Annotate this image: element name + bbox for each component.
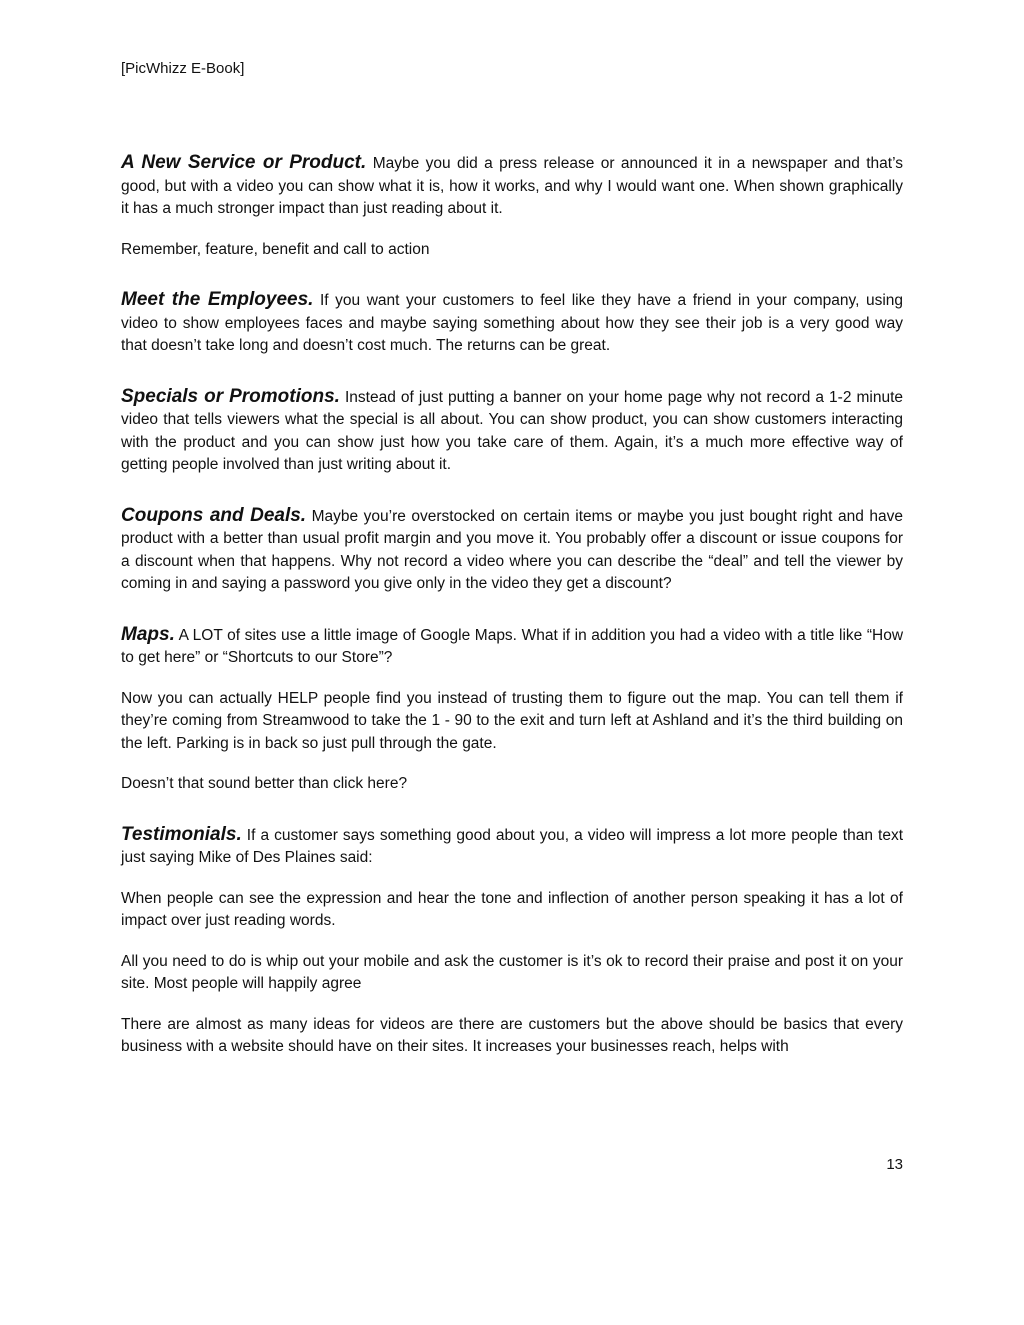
section-heading: Testimonials. <box>121 823 242 845</box>
section-heading: A New Service or Product. <box>121 152 367 173</box>
page-header: [PicWhizz E-Book] <box>121 60 245 77</box>
section-heading: Specials or Promotions. <box>121 385 340 407</box>
paragraph-remember: Remember, feature, benefit and call to action <box>121 240 430 258</box>
section-text: If you want your customers to feel like they have a friend in your company, using video to show employees faces and maybe saying something about how they see their job is a very good way that doesn’t take long and doesn’t cost much. The returns can be great. <box>121 292 903 354</box>
section-specials <box>121 386 903 477</box>
page-body <box>121 152 903 1059</box>
section-heading: Coupons and Deals. <box>121 504 307 526</box>
section-new-service <box>121 152 903 221</box>
section-heading: Maps. <box>121 623 175 645</box>
paragraph-maps-question: Doesn’t that sound better than click here? <box>121 775 408 792</box>
section-text: Instead of just putting a banner on your home page why not record a 1-2 minute video that tells viewers what the special is all about. You can show product, you can show customers interacting with the product and you can show just how you take care of them. Again, it’s a much more effective way of getting people involved than just writing about it. <box>121 388 903 473</box>
section-testimonials <box>121 824 903 870</box>
section-text: If a customer says something good about you, a video will impress a lot more people than text just saying Mike of Des Plaines said: <box>121 826 904 866</box>
section-text: Maybe you did a press release or announced it in a newspaper and that’s good, but with a video you can show what it is, how it works, and why I would want one. When shown graphically it has a much stronger impact than just reading about it. <box>121 155 903 217</box>
paragraph-maps-help: Now you can actually HELP people find you instead of trusting them to figure out the map. You can tell them if they’re coming from Streamwood to take the 1 - 90 to the exit and turn left at Ashland and it’s the third building on the left. Parking is in back so just pull through the gate. <box>121 689 903 752</box>
page-number: 13 <box>886 1156 903 1173</box>
section-meet-employees <box>121 289 903 358</box>
section-coupons <box>121 505 903 596</box>
paragraph-closing: There are almost as many ideas for videos are there are customers but the above should be basics that every business with a website should have on their sites. It increases your businesses reach, helps with <box>121 1015 903 1055</box>
paragraph-testimonial-howto: All you need to do is whip out your mobile and ask the customer is it’s ok to record their praise and post it on your site. Most people will happily agree <box>121 952 903 992</box>
section-maps <box>121 624 903 670</box>
section-text: Maybe you’re overstocked on certain items or maybe you just bought right and have product with a better than usual profit margin and you move it. You probably offer a discount or issue coupons for a discount when that happens. Why not record a video where you can describe the “deal” and tell the viewer by coming in and saying a password you give only in the video they get a discount? <box>121 507 903 592</box>
section-heading: Meet the Employees. <box>121 289 314 310</box>
paragraph-testimonial-impact: When people can see the expression and hear the tone and inflection of another person speaking it has a lot of impact over just reading words. <box>121 889 903 929</box>
section-text: A LOT of sites use a little image of Google Maps. What if in addition you had a video with a title like “How to get here” or “Shortcuts to our Store”? <box>121 626 904 666</box>
